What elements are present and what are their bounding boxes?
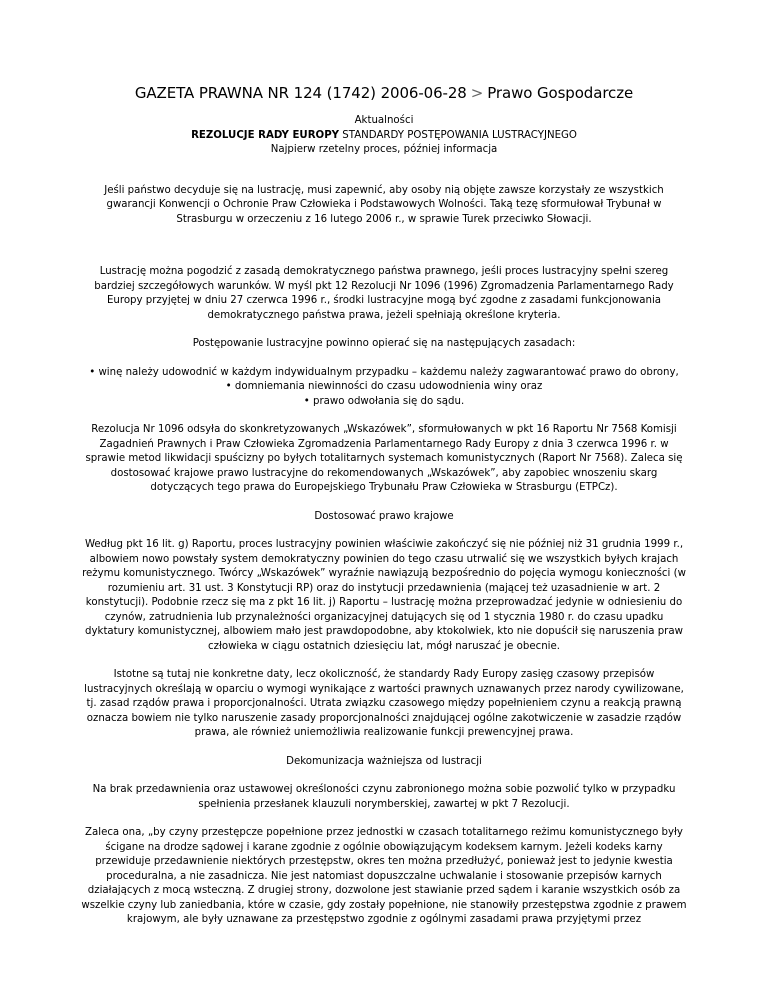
section-heading-1: Dostosować prawo krajowe <box>314 510 454 522</box>
paragraph-1: Jeśli państwo decyduje się na lustrację, musi zapewnić, aby osoby nią objęte zawsze korzystały ze wszystkich gwarancji Konwencji o Ochronie Praw Człowieka i Podstawowych Wolności. Taką tezę sformułował Trybunał w Strasburgu w orzeczeniu z 16 lutego 2006 r., w sprawie Turek przeciwko Słowacji. <box>104 184 664 225</box>
article-title <box>80 129 688 144</box>
paragraph-2: Lustrację można pogodzić z zasadą demokratycznego państwa prawnego, jeśli proces lustracyjny spełni szereg bardziej szczegółowych warunków. W myśl pkt 12 Rezolucji Nr 1096 (1996) Zgromadzenia Parlamentarnego Rady Europy przyjętej w dniu 27 czerwca 1996 r., środki lustracyjne mogą być zgodne z zasadami funkcjonowania demokratycznego państwa prawa, jeżeli spełniają określone kryteria. <box>94 266 674 321</box>
page-header <box>0 84 768 102</box>
paragraph-3: Postępowanie lustracyjne powinno opierać się na następujących zasadach: <box>192 338 576 349</box>
article-subtitle: Najpierw rzetelny proces, później informacja <box>270 144 498 155</box>
publication-title: GAZETA PRAWNA NR 124 (1742) 2006-06-28 <box>134 84 467 102</box>
article-body <box>80 114 688 942</box>
section-name: Prawo Gospodarcze <box>487 84 634 102</box>
principles-list <box>80 366 688 410</box>
paragraph-7: Na brak przedawnienia oraz ustawowej określoności czynu zabronionego można sobie pozwolić tylko w przypadku spełnienia przesłanek klauzuli norymberskiej, zawartej w pkt 7 Rezolucji. <box>92 784 676 810</box>
article-title-rest: STANDARDY POSTĘPOWANIA LUSTRACYJNEGO <box>339 129 577 141</box>
article-category: Aktualności <box>354 115 414 126</box>
list-item: • domniemania niewinności do czasu udowodnienia winy oraz <box>225 381 543 392</box>
article-meta <box>80 114 688 158</box>
paragraph-5: Według pkt 16 lit. g) Raportu, proces lustracyjny powinien właściwie zakończyć się nie później niż 31 grudnia 1999 r., albowiem nowo powstały system demokratyczny powinien do tego czasu utrwalić się we wszystkich byłych krajach reżymu komunistycznego. Twórcy „Wskazówek” wyraźnie nawiązują bezpośrednio do pojęcia wymogu konieczności (w rozumieniu art. 31 ust. 3 Konstytucji RP) oraz do instytucji przedawnienia (mającej też uzasadnienie w art. 2 konstytucji). Podobnie rzecz się ma z pkt 16 lit. j) Raportu – lustrację można przeprowadzać jedynie w odniesieniu do czynów, zatrudnienia lub przynależności organizacyjnej datujących się od 1 stycznia 1980 r. do czasu upadku dyktatury komunistycznej, albowiem mało jest prawdopodobne, aby ktokolwiek, kto nie dopuścił się naruszenia praw człowieka w ciągu ostatnich dziesięciu lat, mógł naruszać je obecnie. <box>82 539 686 652</box>
paragraph-8: Zaleca ona, „by czyny przestępcze popełnione przez jednostki w czasach totalitarnego reżimu komunistycznego były ścigane na drodze sądowej i karane zgodnie z ogólnie obowiązującym kodeksem karnym. Jeżeli kodeks karny przewiduje przedawnienie niektórych przestępstw, okres ten można przedłużyć, ponieważ jest to jedynie kwestia proceduralna, a nie zasadnicza. Nie jest natomiast dopuszczalne uchwalanie i stosowanie przepisów karnych działających z mocą wsteczną. Z drugiej strony, dozwolone jest stawianie przed sądem i karanie wszystkich osób za wszelkie czyny lub zaniedbania, które w czasie, gdy zostały popełnione, nie stanowiły przestępstwa zgodnie z prawem krajowym, ale były uznawane za przestępstwo zgodnie z ogólnymi zasadami prawa przyjętymi przez <box>81 827 687 925</box>
list-item: • winę należy udowodnić w każdym indywidualnym przypadku – każdemu należy zagwarantować prawo do obrony, <box>89 366 679 378</box>
paragraph-4: Rezolucja Nr 1096 odsyła do skonkretyzowanych „Wskazówek”, sformułowanych w pkt 16 Raportu Nr 7568 Komisji Zagadnień Prawnych i Praw Człowieka Zgromadzenia Parlamentarnego Rady Europy z dnia 3 czerwca 1996 r. w sprawie metod likwidacji spuścizny po byłych totalitarnych systemach komunistycznych (Raport Nr 7568). Zaleca się dostosować krajowe prawo lustracyjne do rekomendowanych „Wskazówek”, aby zapobiec wnoszeniu skarg dotyczących tego prawa do Europejskiego Trybunału Praw Człowieka w Strasburgu (ETPCz). <box>85 424 683 493</box>
paragraph-6: Istotne są tutaj nie konkretne daty, lecz okoliczność, że standardy Rady Europy zasięg czasowy przepisów lustracyjnych określają w oparciu o wymogi wynikające z wartości prawnych uznawanych przez narody cywilizowane, tj. zasad rządów prawa i proporcjonalności. Utrata związku czasowego między popełnieniem czynu a reakcją prawną oznacza bowiem nie tylko naruszenie zasady proporcjonalności znajdującej ogólne zakotwiczenie w zasadzie rządów prawa, ale również uniemożliwia realizowanie funkcji prewencyjnej prawa. <box>84 669 684 738</box>
section-heading-2: Dekomunizacja ważniejsza od lustracji <box>286 755 482 767</box>
breadcrumb-separator: > <box>470 84 484 102</box>
list-item: • prawo odwołania się do sądu. <box>303 395 465 407</box>
article-title-bold: REZOLUCJE RADY EUROPY <box>191 129 340 141</box>
